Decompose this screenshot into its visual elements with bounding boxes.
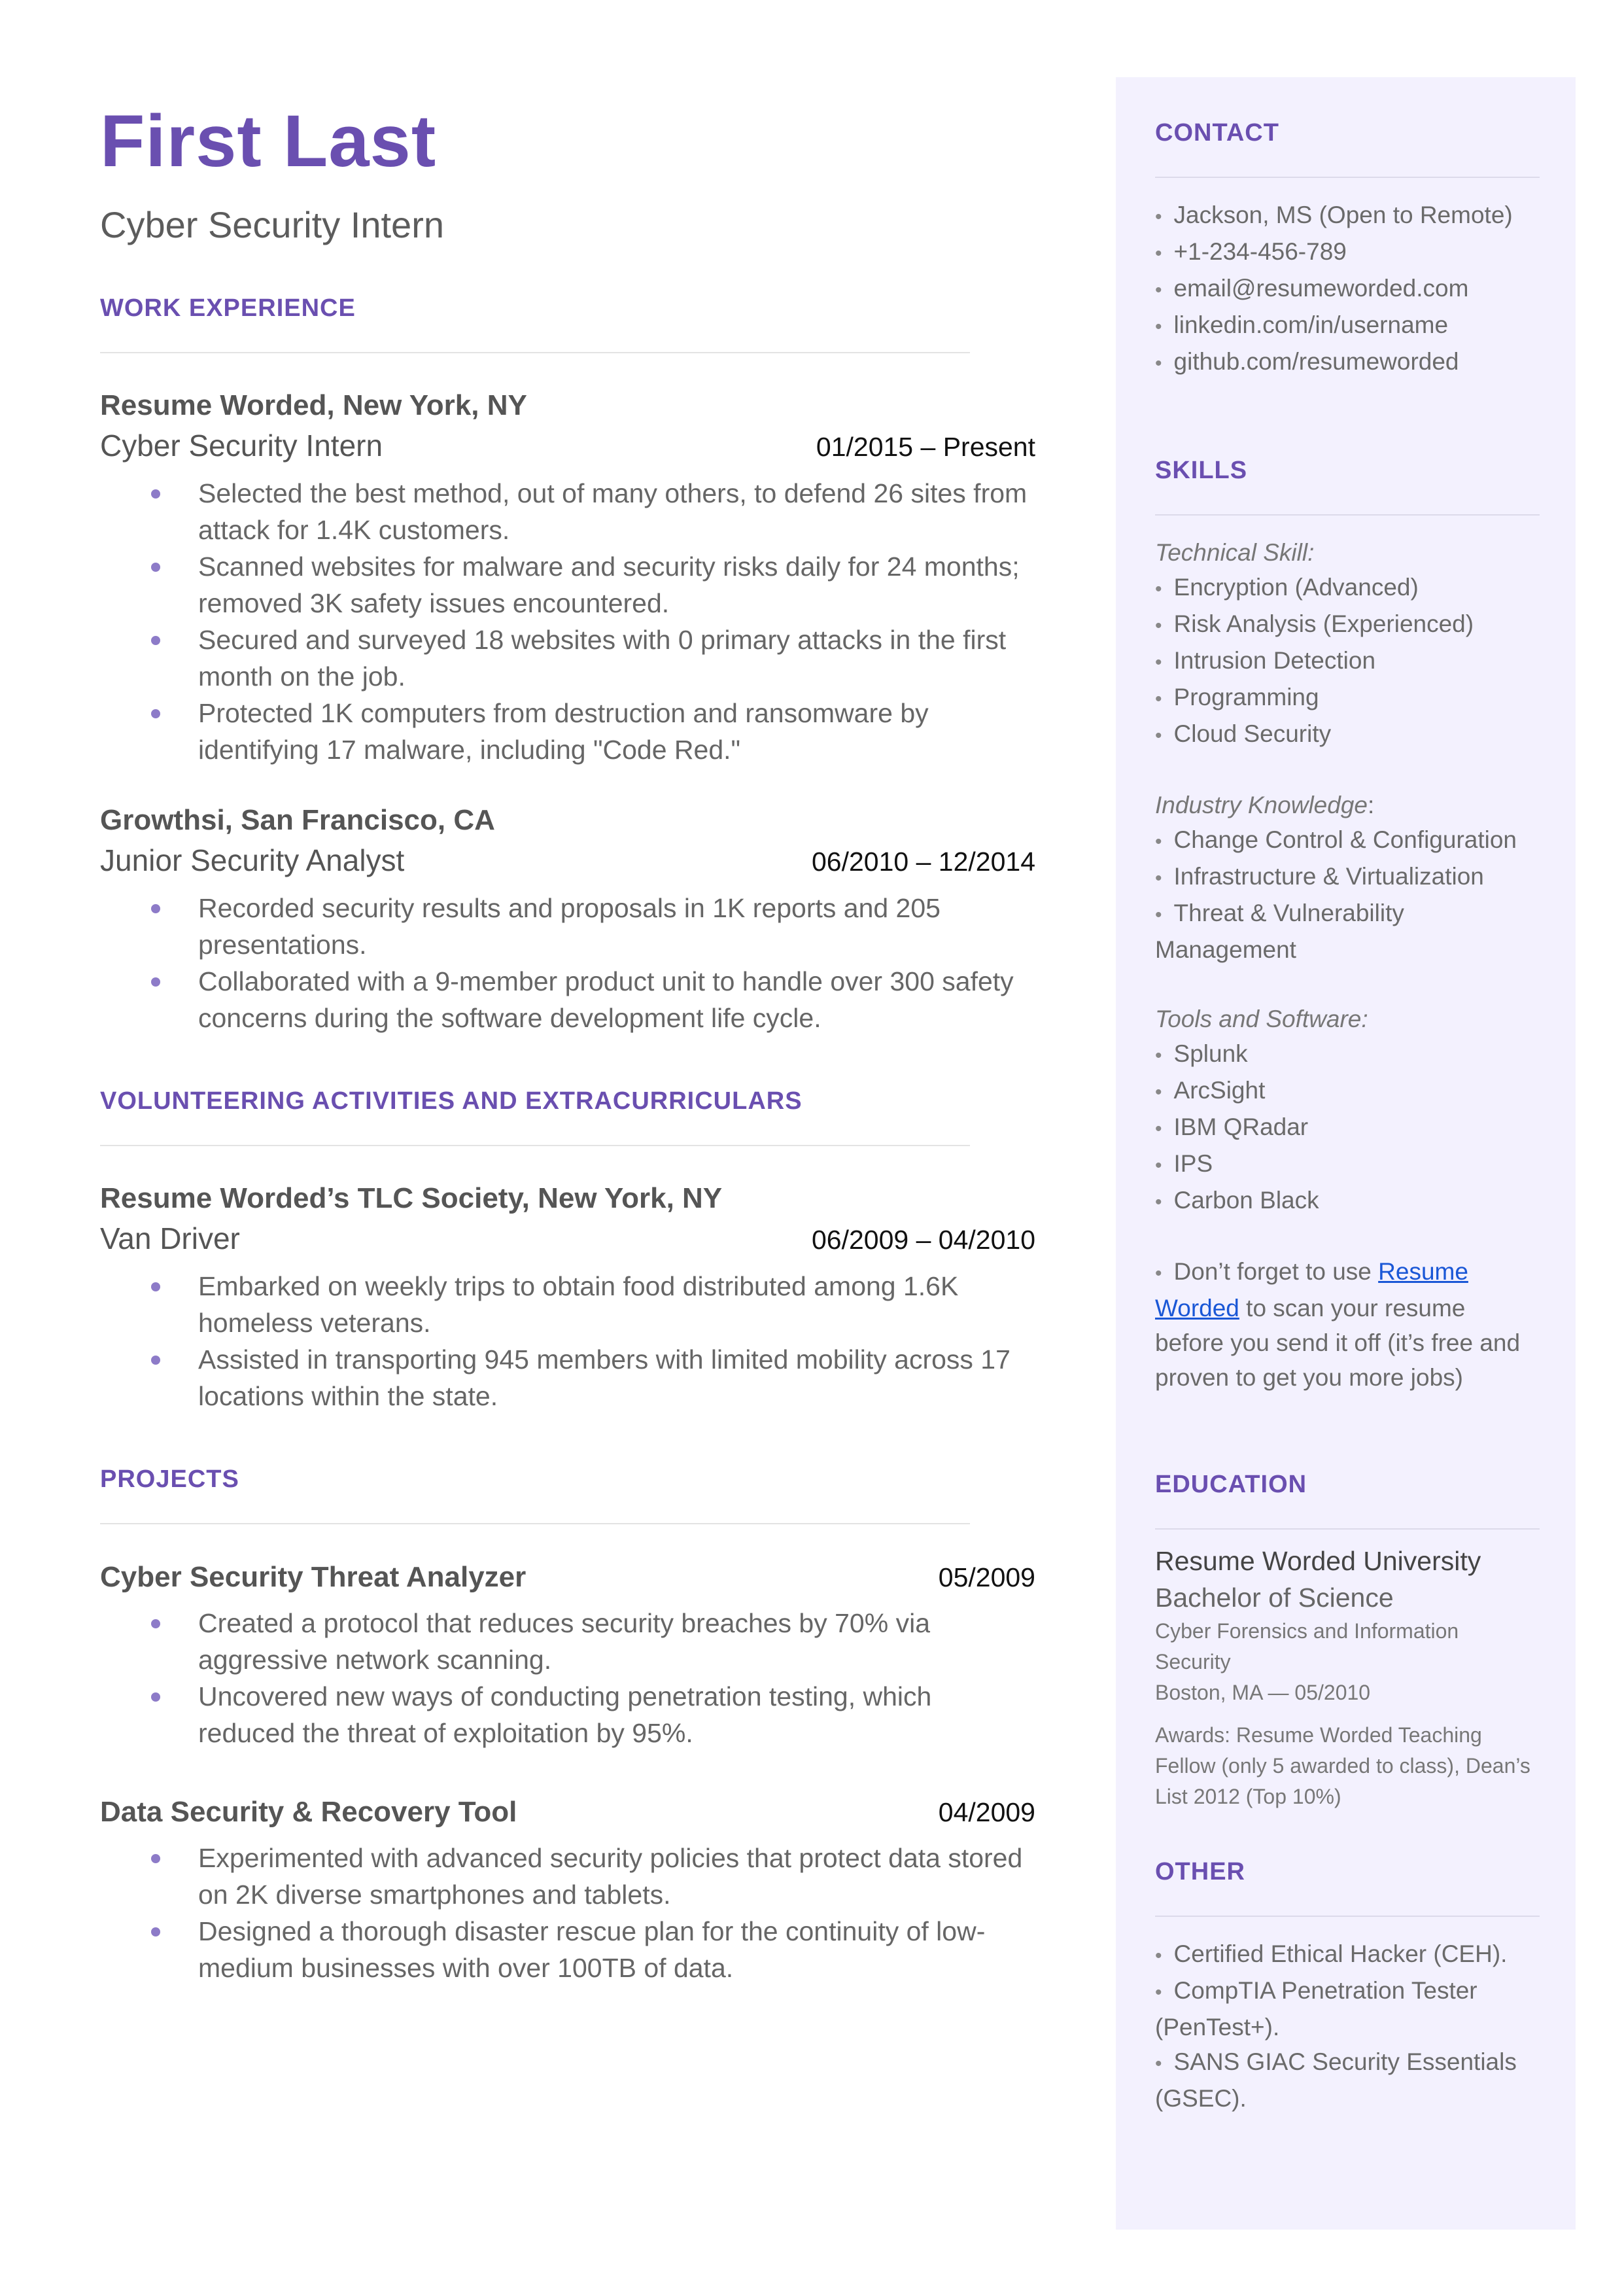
contact-linkedin[interactable]: • linkedin.com/in/username <box>1155 311 1449 338</box>
education-awards: Awards: Resume Worded Teaching Fellow (only 5 awarded to class), Dean’s List 2012 (Top 10%) <box>1155 1723 1530 1808</box>
bullet-icon: • <box>1155 1191 1162 1213</box>
bullet-icon: • <box>1155 206 1162 228</box>
list-item: • Programming <box>1155 684 1319 710</box>
candidate-title: Cyber Security Intern <box>100 204 444 245</box>
entry-role: Van Driver <box>100 1221 240 1255</box>
divider <box>1155 514 1540 516</box>
education-school: Resume Worded University <box>1155 1546 1481 1576</box>
list-item: • CompTIA Penetration Tester <box>1155 1977 1477 2004</box>
bullet-icon: • <box>1155 1155 1162 1176</box>
resume-worded-tip: • Don’t forget to use Resume Worded to scan your resume before you send it off (it’s free and proven to get you more jobs) <box>1155 1258 1521 1391</box>
list-item: • Intrusion Detection <box>1155 647 1376 674</box>
bullet-icon: • <box>1155 279 1162 301</box>
entry-date: 06/2009 – 04/2010 <box>812 1225 1035 1255</box>
section-heading-other: OTHER <box>1155 1858 1245 1885</box>
skills-technical-list <box>1155 570 1547 753</box>
entry-role: Junior Security Analyst <box>100 843 405 877</box>
bullet-icon <box>151 1356 160 1365</box>
bullet-icon <box>151 1854 160 1863</box>
bullet-icon: • <box>1155 1045 1162 1066</box>
bullet-icon: • <box>1155 904 1162 926</box>
bullet-icon <box>151 1619 160 1628</box>
skills-industry-label: Industry Knowledge: <box>1155 792 1375 818</box>
list-item: • SANS GIAC Security Essentials <box>1155 2048 1517 2075</box>
bullet-icon <box>151 563 160 572</box>
bullet-icon <box>151 1282 160 1291</box>
list-item: Recorded security results and proposals in 1K reports and 205 presentations. <box>100 890 1035 963</box>
bullet-icon: • <box>1155 615 1162 637</box>
list-item: Experimented with advanced security policies that protect data stored on 2K diverse smartphones and tablets. <box>100 1840 1035 1913</box>
list-item: Secured and surveyed 18 websites with 0 primary attacks in the first month on the job. <box>100 622 1035 695</box>
bullet-icon <box>151 489 160 499</box>
entry-organization: Resume Worded’s TLC Society, New York, NY <box>100 1182 723 1214</box>
bullet-icon <box>151 1692 160 1702</box>
bullet-icon: • <box>1155 1081 1162 1103</box>
bullet-icon: • <box>1155 578 1162 600</box>
bullet-icon: • <box>1155 831 1162 852</box>
contact-list <box>1155 198 1547 381</box>
list-item: Protected 1K computers from destruction and ransomware by identifying 17 malware, including "Code Red." <box>100 695 1035 768</box>
section-heading-projects: PROJECTS <box>100 1465 239 1493</box>
entry-role: Cyber Security Intern <box>100 429 383 463</box>
bullet-icon: • <box>1155 2053 1162 2075</box>
entry-organization: Resume Worded, New York, NY <box>100 389 527 421</box>
volunteer-entry <box>100 1184 1035 1414</box>
contact-location: • Jackson, MS (Open to Remote) <box>1155 201 1513 228</box>
list-item: Collaborated with a 9-member product unit to handle over 300 safety concerns during the software development life cycle. <box>100 963 1035 1036</box>
bullet-icon: • <box>1155 243 1162 264</box>
list-item: • Encryption (Advanced) <box>1155 574 1419 601</box>
main-column <box>100 100 1035 1986</box>
contact-github[interactable]: • github.com/resumeworded <box>1155 348 1459 375</box>
list-item: Uncovered new ways of conducting penetration testing, which reduced the threat of exploitation by 95%. <box>100 1678 1035 1751</box>
divider <box>1155 1916 1540 1917</box>
bullet-icon: • <box>1155 353 1162 374</box>
list-item: • Cloud Security <box>1155 720 1332 747</box>
other-list <box>1155 1936 1547 2116</box>
bullet-icon: • <box>1155 1982 1162 2003</box>
entry-date: 01/2015 – Present <box>816 432 1035 462</box>
list-item: • ArcSight <box>1155 1077 1266 1104</box>
divider <box>100 1523 970 1524</box>
contact-phone: • +1-234-456-789 <box>1155 238 1347 265</box>
project-name: Data Security & Recovery Tool <box>100 1796 517 1828</box>
list-item: Created a protocol that reduces security breaches by 70% via aggressive network scanning. <box>100 1605 1035 1678</box>
list-item: Designed a thorough disaster rescue plan for the continuity of low-medium businesses with over 100TB of data. <box>100 1913 1035 1986</box>
list-item: • Carbon Black <box>1155 1187 1319 1214</box>
education-location-date: Boston, MA — 05/2010 <box>1155 1681 1371 1704</box>
project-entry <box>100 1562 1035 1751</box>
list-item: • Splunk <box>1155 1040 1248 1067</box>
section-heading-skills: SKILLS <box>1155 457 1248 484</box>
resume-worded-link-wrap[interactable]: Worded <box>1155 1295 1239 1322</box>
divider <box>1155 1528 1540 1530</box>
work-entry <box>100 391 1035 768</box>
list-item: Assisted in transporting 945 members with limited mobility across 17 locations within the state. <box>100 1341 1035 1414</box>
bullet-icon: • <box>1155 316 1162 338</box>
bullet-icon: • <box>1155 652 1162 673</box>
work-entry <box>100 806 1035 1036</box>
list-item-wrap: (PenTest+). <box>1155 2014 1280 2041</box>
list-item-wrap: Management <box>1155 936 1296 963</box>
bullet-icon: • <box>1155 688 1162 710</box>
entry-date: 05/2009 <box>938 1562 1035 1592</box>
bullet-icon <box>151 636 160 645</box>
list-item-wrap: (GSEC). <box>1155 2085 1247 2112</box>
divider <box>1155 177 1540 178</box>
sidebar <box>1116 77 1576 2230</box>
list-item: Embarked on weekly trips to obtain food distributed among 1.6K homeless veterans. <box>100 1268 1035 1341</box>
list-item: • IPS <box>1155 1150 1213 1177</box>
list-item: Scanned websites for malware and security risks daily for 24 months; removed 3K safety issues encountered. <box>100 548 1035 622</box>
section-heading-work: WORK EXPERIENCE <box>100 294 356 322</box>
skills-tools-label: Tools and Software: <box>1155 1006 1368 1032</box>
section-heading-volunteering: VOLUNTEERING ACTIVITIES AND EXTRACURRICULARS <box>100 1087 803 1115</box>
project-name: Cyber Security Threat Analyzer <box>100 1561 527 1593</box>
divider <box>100 1145 970 1146</box>
skills-industry-list <box>1155 822 1547 967</box>
section-heading-contact: CONTACT <box>1155 119 1279 147</box>
bullet-icon <box>151 977 160 987</box>
entry-organization: Growthsi, San Francisco, CA <box>100 804 495 836</box>
bullet-icon: • <box>1155 1263 1162 1284</box>
list-item: • Infrastructure & Virtualization <box>1155 863 1484 890</box>
contact-email[interactable]: • email@resumeworded.com <box>1155 275 1469 302</box>
skills-technical-label: Technical Skill: <box>1155 539 1315 566</box>
list-item: • Change Control & Configuration <box>1155 826 1517 853</box>
bullet-icon <box>151 709 160 718</box>
list-item: • Risk Analysis (Experienced) <box>1155 610 1474 637</box>
bullet-icon: • <box>1155 725 1162 746</box>
education-field: Cyber Forensics and Information Security <box>1155 1619 1459 1673</box>
bullet-icon: • <box>1155 1118 1162 1140</box>
skills-tools-list <box>1155 1036 1547 1219</box>
candidate-name: First Last <box>100 100 437 182</box>
entry-date: 06/2010 – 12/2014 <box>812 847 1035 877</box>
project-entry <box>100 1797 1035 1986</box>
list-item: • IBM QRadar <box>1155 1113 1309 1140</box>
section-heading-education: EDUCATION <box>1155 1471 1307 1498</box>
entry-date: 04/2009 <box>938 1797 1035 1827</box>
bullet-icon: • <box>1155 867 1162 889</box>
resume-worded-link[interactable]: Resume <box>1378 1258 1468 1285</box>
bullet-icon <box>151 904 160 913</box>
education-degree: Bachelor of Science <box>1155 1583 1394 1613</box>
list-item: • Threat & Vulnerability <box>1155 900 1404 926</box>
list-item: • Certified Ethical Hacker (CEH). <box>1155 1940 1508 1967</box>
bullet-icon: • <box>1155 1945 1162 1967</box>
bullet-icon <box>151 1927 160 1936</box>
divider <box>100 352 970 353</box>
list-item: Selected the best method, out of many others, to defend 26 sites from attack for 1.4K customers. <box>100 475 1035 548</box>
